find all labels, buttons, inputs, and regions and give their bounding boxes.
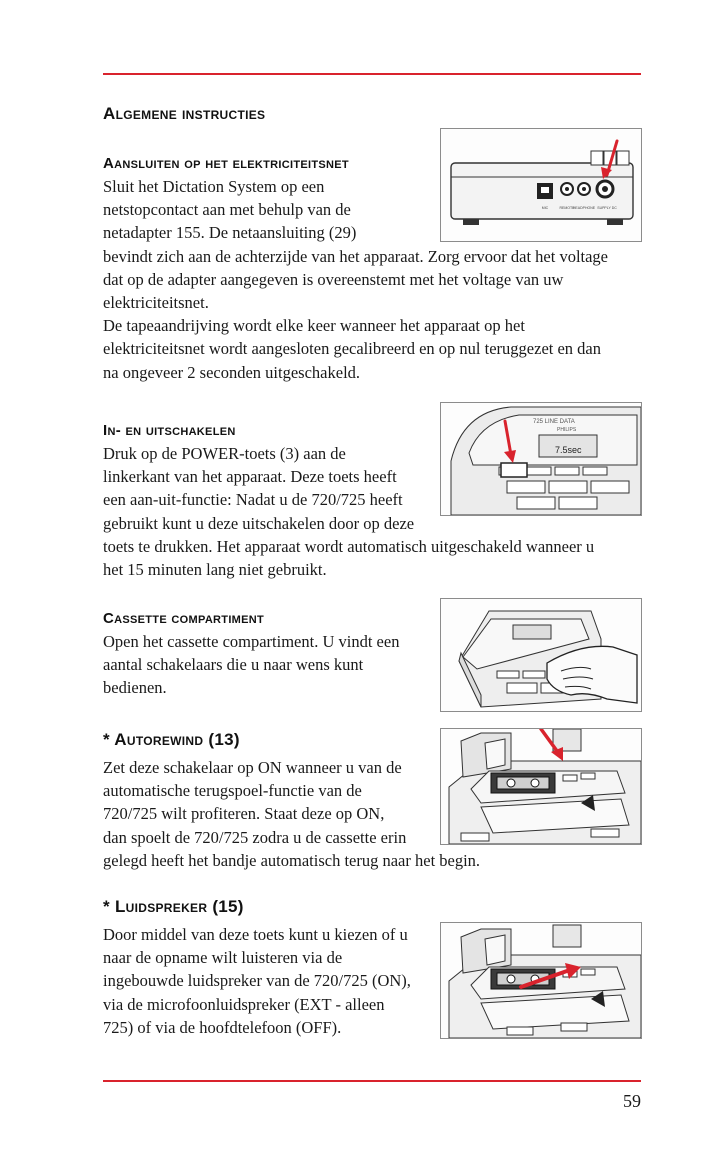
text-line: bevindt zich aan de achterzijde van het apparaat. Zorg ervoor dat het voltage	[103, 246, 609, 266]
text-line: Open het cassette compartiment. U vindt een	[103, 632, 400, 651]
text-line: na ongeveer 2 seconden uitgeschakeld.	[103, 362, 361, 382]
text-line: dat op de adapter aangegeven is overeenstemt met het voltage van uw	[103, 269, 564, 289]
text-line: linkerkant van het apparaat. Deze toets heeft	[103, 467, 397, 487]
text-line: het 15 minuten lang niet gebruikt.	[103, 560, 327, 580]
device-brand-label: PHILIPS	[557, 427, 577, 433]
device-display: 7.5sec	[555, 445, 582, 455]
text-line: Zet deze schakelaar op ON wanneer u van de	[103, 758, 402, 777]
text-line: naar de opname wilt luisteren via de	[103, 948, 343, 968]
back-panel-illustration	[440, 128, 642, 242]
text-line: via de microfoonluidspreker (EXT - alleen	[103, 994, 385, 1014]
section-heading-power-connection: Aansluiten op het elektriciteitsnet	[103, 155, 349, 172]
bottom-rule	[103, 1080, 641, 1082]
section-body-cassette	[103, 630, 399, 700]
text-line: netadapter 155. De netaansluiting (29)	[103, 223, 357, 243]
text-line: gebruikt kunt u deze uitschakelen door op deze	[103, 513, 415, 533]
text-line: bedienen.	[103, 678, 167, 698]
text-line: een aan-uit-functie: Nadat u de 720/725 heeft	[103, 490, 403, 510]
socket-label-mic: MIC	[541, 206, 549, 210]
text-line: ingebouwde luidspreker van de 720/725 (ON),	[103, 971, 411, 991]
page-title: Algemene instructies	[103, 104, 266, 123]
socket-label-headphone: HEADPHONE	[572, 206, 596, 210]
section-heading-autorewind: * Autorewind (13)	[103, 730, 240, 749]
section-body-autorewind	[103, 756, 480, 872]
device-model-label: 725 LINE DATA	[533, 419, 575, 425]
cassette-compartment-illustration	[440, 598, 642, 712]
text-line: aantal schakelaars die u naar wens kunt	[103, 655, 364, 675]
section-heading-speaker: * Luidspreker (15)	[103, 897, 244, 916]
text-line: automatische terugspoel-functie van de	[103, 781, 362, 801]
top-rule	[103, 73, 641, 75]
text-line: elektriciteitsnet wordt aangesloten gecalibreerd en op nul teruggezet en dan	[103, 339, 601, 359]
text-line: 720/725 wilt profiteren. Staat deze op ON,	[103, 804, 385, 824]
socket-label-supply: SUPPLY DC	[597, 206, 617, 210]
text-line: elektriciteitsnet.	[103, 293, 209, 313]
socket-label-remote: REMOTE	[559, 206, 575, 210]
text-line: Sluit het Dictation System op een	[103, 177, 325, 196]
power-button-illustration	[440, 402, 642, 516]
text-line: dan spoelt de 720/725 zodra u de cassette erin	[103, 827, 407, 847]
section-body-speaker	[103, 923, 411, 1039]
text-line: 725) of via de hoofdtelefoon (OFF).	[103, 1017, 342, 1037]
text-line: Druk op de POWER-toets (3) aan de	[103, 444, 346, 463]
text-line: De tapeaandrijving wordt elke keer wanneer het apparaat op het	[103, 316, 525, 336]
text-line: Door middel van deze toets kunt u kiezen of u	[103, 925, 408, 944]
speaker-switch-illustration	[440, 922, 642, 1039]
page-number: 59	[623, 1091, 641, 1111]
text-line: netstopcontact aan met behulp van de	[103, 200, 351, 220]
section-heading-cassette: Cassette compartiment	[103, 610, 265, 627]
text-line: gelegd heeft het bandje automatisch terug naar het begin.	[103, 850, 481, 870]
autorewind-switch-illustration	[440, 728, 642, 845]
text-line: toets te drukken. Het apparaat wordt automatisch uitgeschakeld wanneer u	[103, 536, 595, 556]
section-heading-power-switch: In- en uitschakelen	[103, 422, 236, 439]
